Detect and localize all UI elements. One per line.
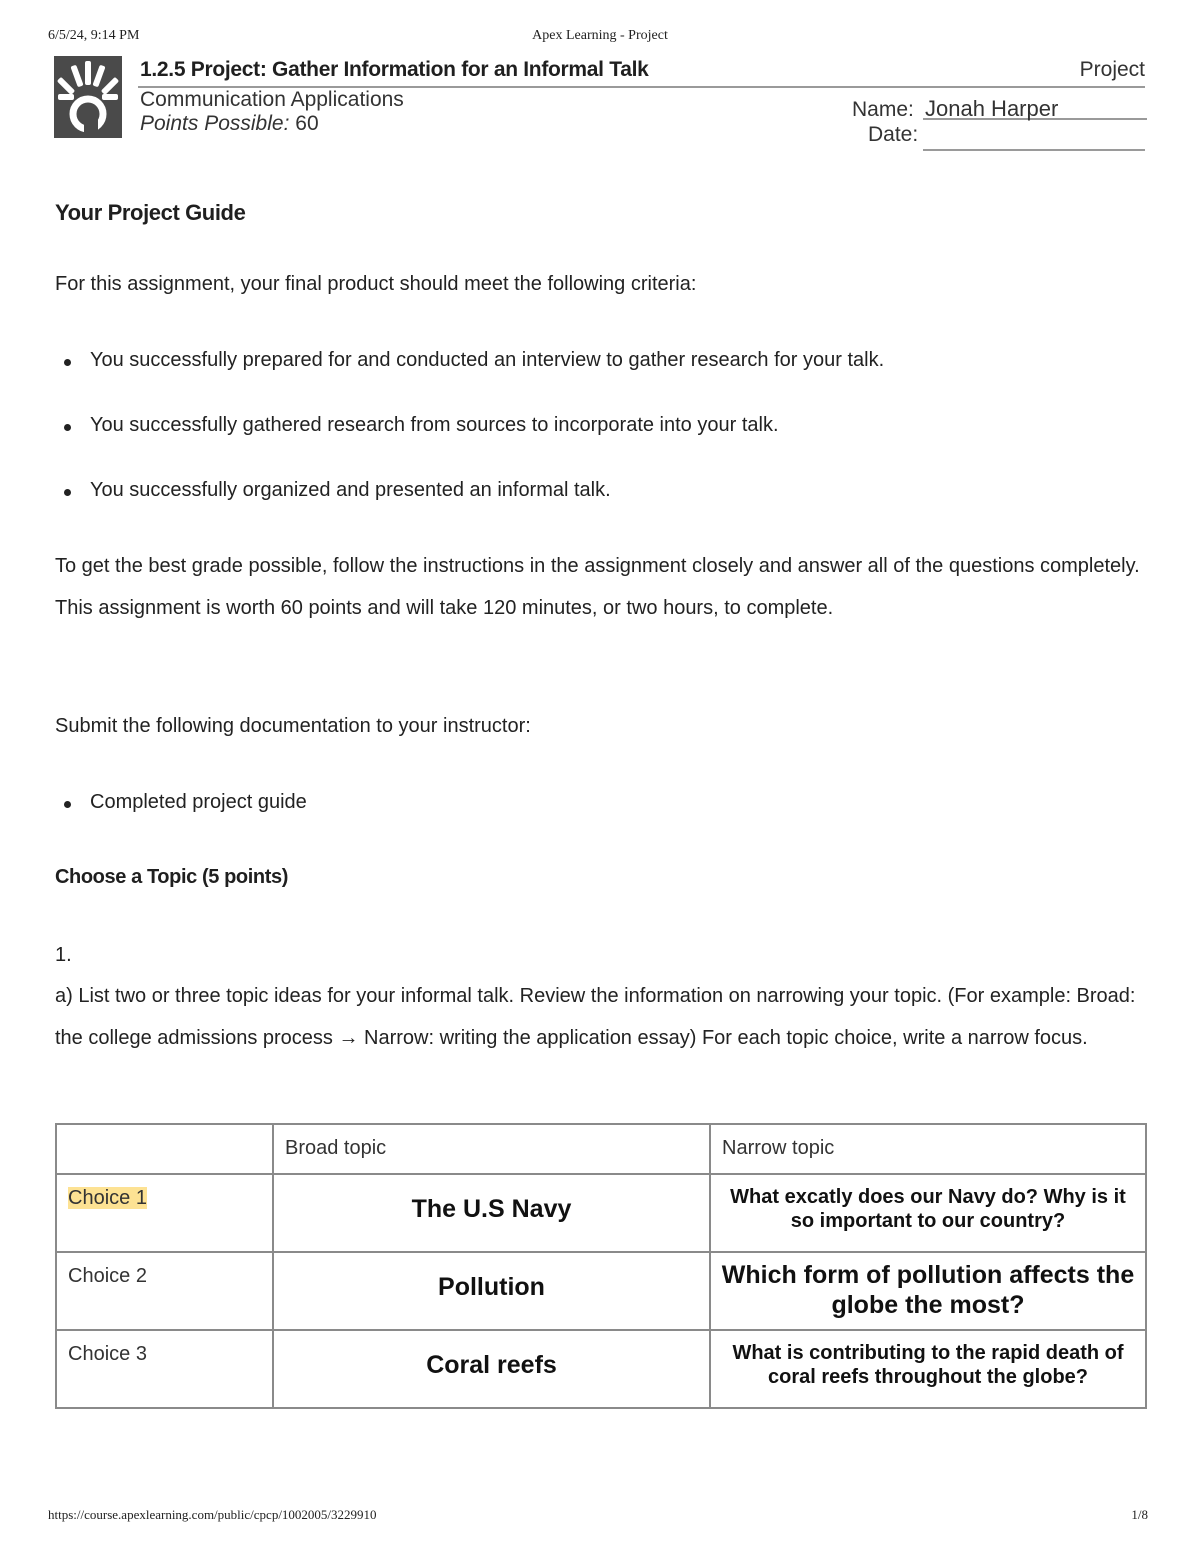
narrow-topic-cell[interactable]: What is contributing to the rapid death of coral reefs throughout the globe? [710, 1330, 1146, 1408]
narrow-topic-cell[interactable]: Which form of pollution affects the globe the most? [710, 1252, 1146, 1330]
criteria-item: You successfully prepared for and conducted an interview to gather research for your talk. [90, 349, 885, 371]
table-header-cell: Narrow topic [710, 1124, 1146, 1174]
criteria-item: You successfully gathered research from sources to incorporate into your talk. [90, 414, 779, 436]
points-label: Points Possible: [140, 112, 290, 135]
broad-topic-cell[interactable]: Coral reefs [273, 1330, 710, 1408]
apex-logo-icon [54, 56, 122, 138]
question-number: 1. [55, 944, 72, 966]
table-header-cell: Broad topic [273, 1124, 710, 1174]
doc-kind: Project [1079, 58, 1145, 81]
choice-label-highlighted: Choice 1 [68, 1187, 147, 1209]
criteria-item: You successfully organized and presented an informal talk. [90, 479, 611, 501]
narrow-topic-cell[interactable]: What excatly does our Navy do? Why is it so important to our country? [710, 1174, 1146, 1252]
page-title: 1.2.5 Project: Gather Information for an Informal Talk [140, 58, 649, 81]
print-title: Apex Learning - Project [532, 28, 668, 43]
page-number: 1/8 [1131, 1507, 1148, 1522]
table-header-row [56, 1124, 1146, 1174]
course-name: Communication Applications [140, 88, 404, 111]
question-text: a) List two or three topic ideas for your informal talk. Review the information on narrowing your topic. (For example: Broad: the college admissions process → Narrow: writing the application essay) For each topic choice, write a narrow focus. [55, 985, 1136, 1049]
points-value: 60 [295, 112, 319, 135]
broad-topic-cell[interactable]: Pollution [273, 1252, 710, 1330]
grade-note: To get the best grade possible, follow the instructions in the assignment closely and answer all of the questions completely. This assignment is worth 60 points and will take 120 minutes, or two hours, to complete. [55, 555, 1140, 619]
print-date: 6/5/24, 9:14 PM [48, 28, 140, 43]
name-field[interactable]: Jonah Harper [923, 96, 1147, 120]
row-label-cell: Choice 3 [56, 1330, 273, 1408]
print-footer [48, 1507, 1152, 1527]
submit-item: Completed project guide [90, 791, 307, 813]
criteria-intro: For this assignment, your final product should meet the following criteria: [55, 273, 697, 295]
date-label: Date: [868, 123, 919, 146]
name-label: Name: [852, 98, 914, 121]
print-header [48, 28, 1152, 48]
project-guide-heading: Your Project Guide [55, 200, 246, 225]
table-row [56, 1252, 1146, 1330]
choose-topic-heading: Choose a Topic (5 points) [55, 866, 288, 888]
row-label-cell [56, 1174, 273, 1252]
title-bar [138, 56, 1145, 88]
topics-table [55, 1123, 1147, 1409]
date-field[interactable] [923, 127, 1145, 151]
row-label-cell: Choice 2 [56, 1252, 273, 1330]
page-url[interactable]: https://course.apexlearning.com/public/cpcp/1002005/3229910 [48, 1507, 377, 1522]
table-row [56, 1330, 1146, 1408]
points-possible [140, 112, 319, 136]
table-row [56, 1174, 1146, 1252]
submit-intro: Submit the following documentation to your instructor: [55, 715, 531, 737]
broad-topic-cell[interactable]: The U.S Navy [273, 1174, 710, 1252]
table-header-cell [56, 1124, 273, 1174]
